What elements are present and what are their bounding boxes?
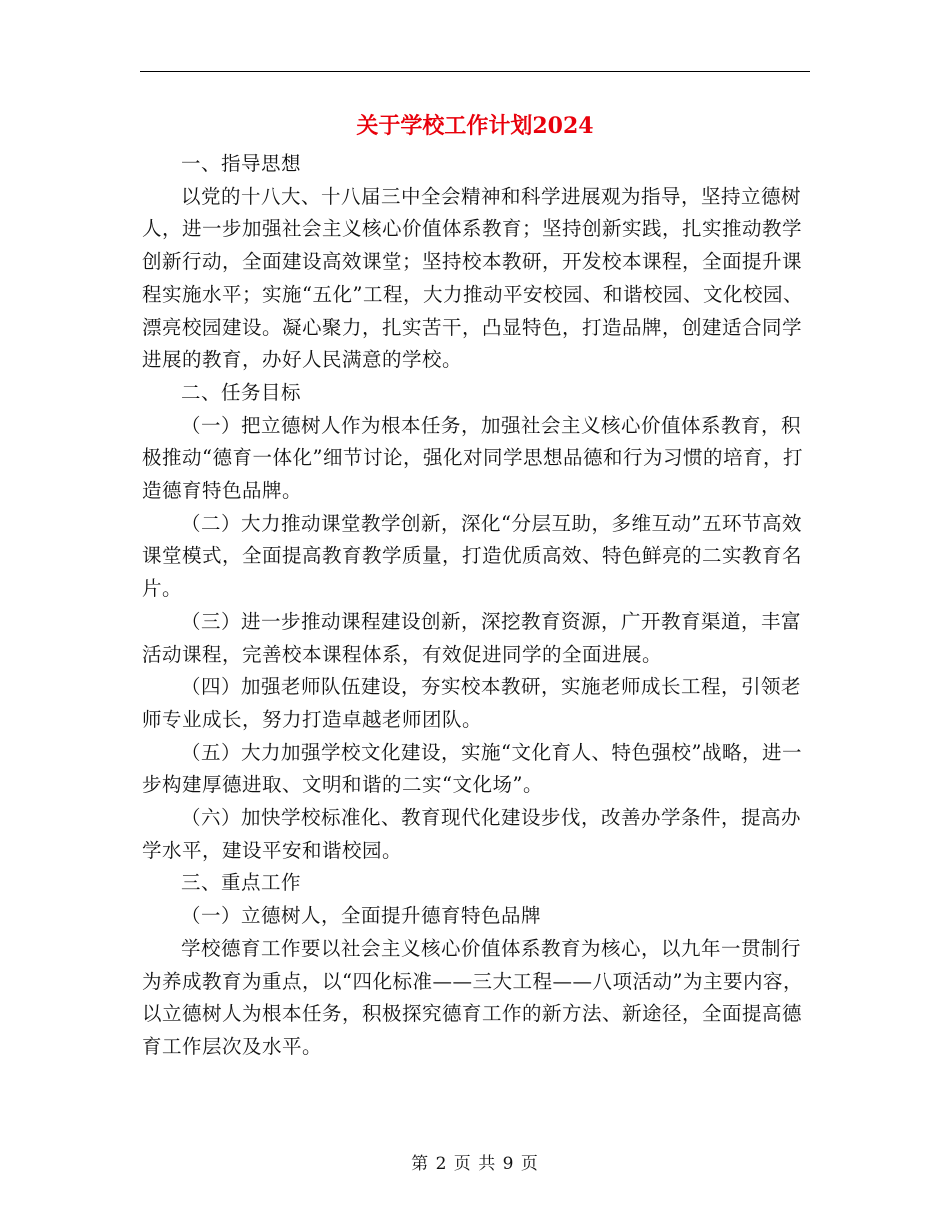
header-rule [140,71,810,72]
paragraph: （四）加强老师队伍建设，夯实校本教研，实施老师成长工程，引领老师专业成长，努力打造卓越老师团队。 [142,675,802,731]
paragraph: （三）进一步推动课程建设创新，深挖教育资源，广开教育渠道，丰富活动课程，完善校本课程体系，有效促进同学的全面进展。 [142,609,802,666]
paragraph: 以党的十八大、十八届三中全会精神和科学进展观为指导，坚持立德树人，进一步加强社会主义核心价值体系教育；坚持创新实践，扎实推动教学创新行动，全面建设高效课堂；坚持校本教研，开发校本课程，全面提升课程实施水平；实施“五化”工程，大力推动平安校园、和谐校园、文化校园、漂亮校园建设。凝心聚力，扎实苦干，凸显特色，打造品牌，创建适合同学进展的教育，办好人民满意的学校。 [142,184,803,372]
document-body [142,148,810,1064]
paragraph: （六）加快学校标准化、教育现代化建设步伐，改善办学条件，提高办学水平，建设平安和谐校园。 [142,806,802,862]
document-title: 关于学校工作计划2024 [356,113,594,139]
paragraph: （一）把立德树人作为根本任务，加强社会主义核心价值体系教育，积极推动“德育一体化”细节讨论，强化对同学思想品德和行为习惯的培育，打造德育特色品牌。 [142,413,803,503]
paragraph: 学校德育工作要以社会主义核心价值体系教育为核心，以九年一贯制行为养成教育为重点，以“四化标准——三大工程——八项活动”为主要内容，以立德树人为根本任务，积极探究德育工作的新方法、新途径，全面提高德育工作层次及水平。 [142,936,803,1058]
page-footer [0,1152,950,1176]
paragraph: （五）大力加强学校文化建设，实施“文化育人、特色强校”战略，进一步构建厚德进取、文明和谐的二实“文化场”。 [142,740,802,797]
section-heading-task-goals: 二、任务目标 [181,380,302,404]
paragraph: （二）大力推动课堂教学创新，深化“分层互助，多维互动”五环节高效课堂模式，全面提高教育教学质量，打造优质高效、特色鲜亮的二实教育名片。 [142,511,803,601]
section-heading-key-work: 三、重点工作 [181,871,302,895]
page-number-label: 第 2 页 共 9 页 [411,1154,539,1174]
subsection-heading: （一）立德树人，全面提升德育特色品牌 [181,904,542,928]
section-heading-guiding-ideology: 一、指导思想 [181,152,302,175]
